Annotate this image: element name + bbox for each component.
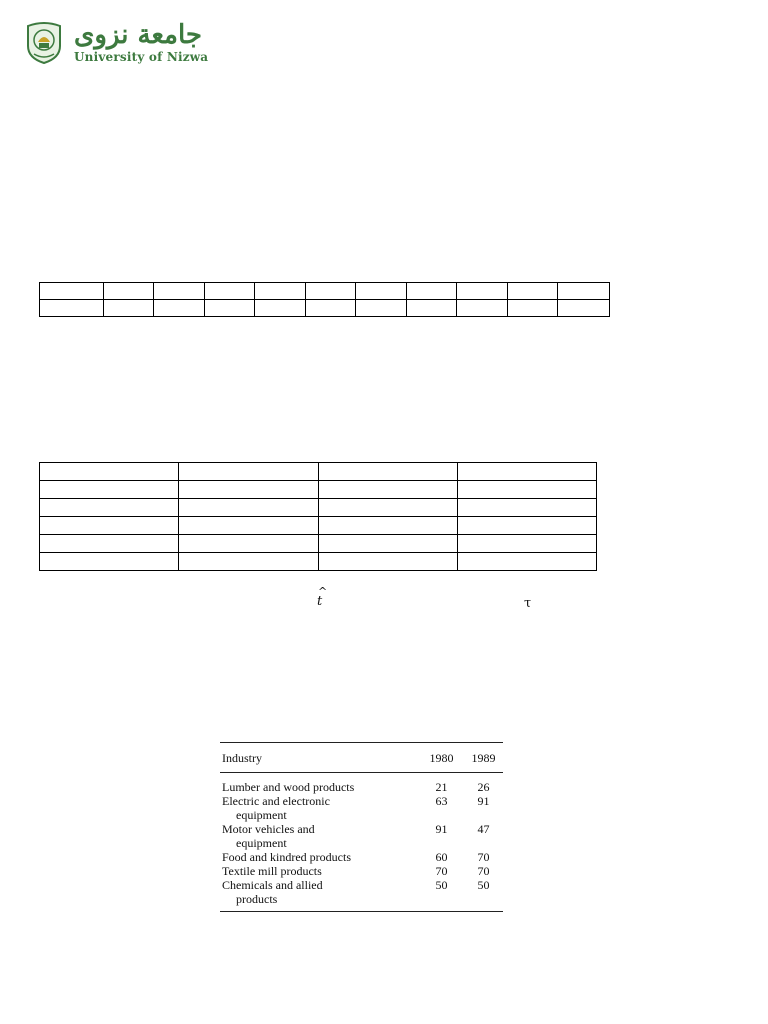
industry-table — [220, 742, 503, 912]
industry-name: Chemicals and allied products — [222, 878, 323, 906]
table-cell — [457, 499, 596, 517]
value-1989: 91 — [477, 794, 490, 808]
table-cell — [179, 481, 318, 499]
table-row — [40, 535, 597, 553]
industry-name: Motor vehicles and equipment — [222, 822, 315, 850]
table-cell — [318, 499, 457, 517]
industry-name: Lumber and wood products — [222, 780, 355, 794]
table-cell — [255, 300, 306, 317]
table-row — [220, 780, 503, 794]
industry-name: Textile mill products — [222, 864, 322, 878]
table-cell — [104, 283, 154, 300]
university-seal-icon — [24, 20, 64, 64]
value-1980: 63 — [435, 794, 448, 808]
table-cell — [179, 535, 318, 553]
table-cell — [457, 553, 596, 571]
table-cell — [356, 300, 407, 317]
t-hat-symbol: ^ t — [317, 585, 328, 609]
table-cell — [457, 283, 508, 300]
table-cell — [104, 300, 154, 317]
table-cell — [318, 481, 457, 499]
table-cell — [154, 300, 205, 317]
hat-accent-icon: ^ — [318, 585, 328, 598]
header-1989: 1989 — [471, 751, 496, 765]
blank-table-narrow — [39, 462, 597, 571]
university-name-arabic: جامعة نزوى — [74, 20, 202, 50]
table-cell — [558, 300, 610, 317]
value-1989: 47 — [477, 822, 490, 836]
table-cell — [356, 283, 407, 300]
value-1989: 70 — [477, 850, 490, 864]
header-1980: 1980 — [429, 751, 454, 765]
table-cell — [179, 463, 318, 481]
table-row — [40, 517, 597, 535]
table-cell — [318, 553, 457, 571]
table-cell — [457, 481, 596, 499]
value-1980: 21 — [435, 780, 448, 794]
table-cell — [457, 535, 596, 553]
value-1980: 50 — [435, 878, 448, 892]
table-cell — [318, 535, 457, 553]
value-1980: 70 — [435, 864, 448, 878]
table-cell — [306, 283, 356, 300]
table-row — [220, 794, 503, 822]
table-cell — [40, 535, 179, 553]
table-cell — [179, 517, 318, 535]
tau-symbol: τ — [524, 596, 532, 611]
table-cell — [40, 481, 179, 499]
table-cell — [318, 517, 457, 535]
industry-name: Electric and electronic equipment — [222, 794, 330, 822]
table-row — [40, 481, 597, 499]
table-body — [220, 773, 503, 911]
table-cell — [40, 463, 179, 481]
table-cell — [40, 300, 104, 317]
table-cell — [457, 463, 596, 481]
university-logo — [24, 20, 209, 68]
table-cell — [179, 553, 318, 571]
table-row — [220, 822, 503, 850]
table-cell — [40, 283, 104, 300]
table-cell — [318, 463, 457, 481]
table-row — [220, 878, 503, 906]
value-1989: 70 — [477, 864, 490, 878]
value-1989: 50 — [477, 878, 490, 892]
table-row — [40, 499, 597, 517]
value-1980: 60 — [435, 850, 448, 864]
table-row — [40, 463, 597, 481]
table-cell — [558, 283, 610, 300]
table-row — [40, 300, 610, 317]
table-cell — [40, 499, 179, 517]
table-cell — [457, 517, 596, 535]
table-cell — [205, 300, 255, 317]
table-cell — [306, 300, 356, 317]
table-cell — [255, 283, 306, 300]
table-header-row — [220, 743, 503, 772]
industry-name: Food and kindred products — [222, 850, 351, 864]
table-row — [40, 283, 610, 300]
table-row — [220, 864, 503, 878]
table-cell — [154, 283, 205, 300]
table-cell — [407, 283, 457, 300]
table-cell — [457, 300, 508, 317]
table-row — [40, 553, 597, 571]
table-cell — [40, 553, 179, 571]
table-cell — [508, 283, 558, 300]
value-1989: 26 — [477, 780, 490, 794]
university-name-english: University of Nizwa — [74, 50, 209, 64]
table-cell — [40, 517, 179, 535]
table-cell — [205, 283, 255, 300]
table-bottom-rule — [220, 911, 503, 912]
header-industry: Industry — [222, 751, 262, 765]
value-1980: 91 — [435, 822, 448, 836]
table-cell — [407, 300, 457, 317]
table-row — [220, 850, 503, 864]
blank-table-wide — [39, 282, 610, 317]
table-cell — [179, 499, 318, 517]
table-cell — [508, 300, 558, 317]
